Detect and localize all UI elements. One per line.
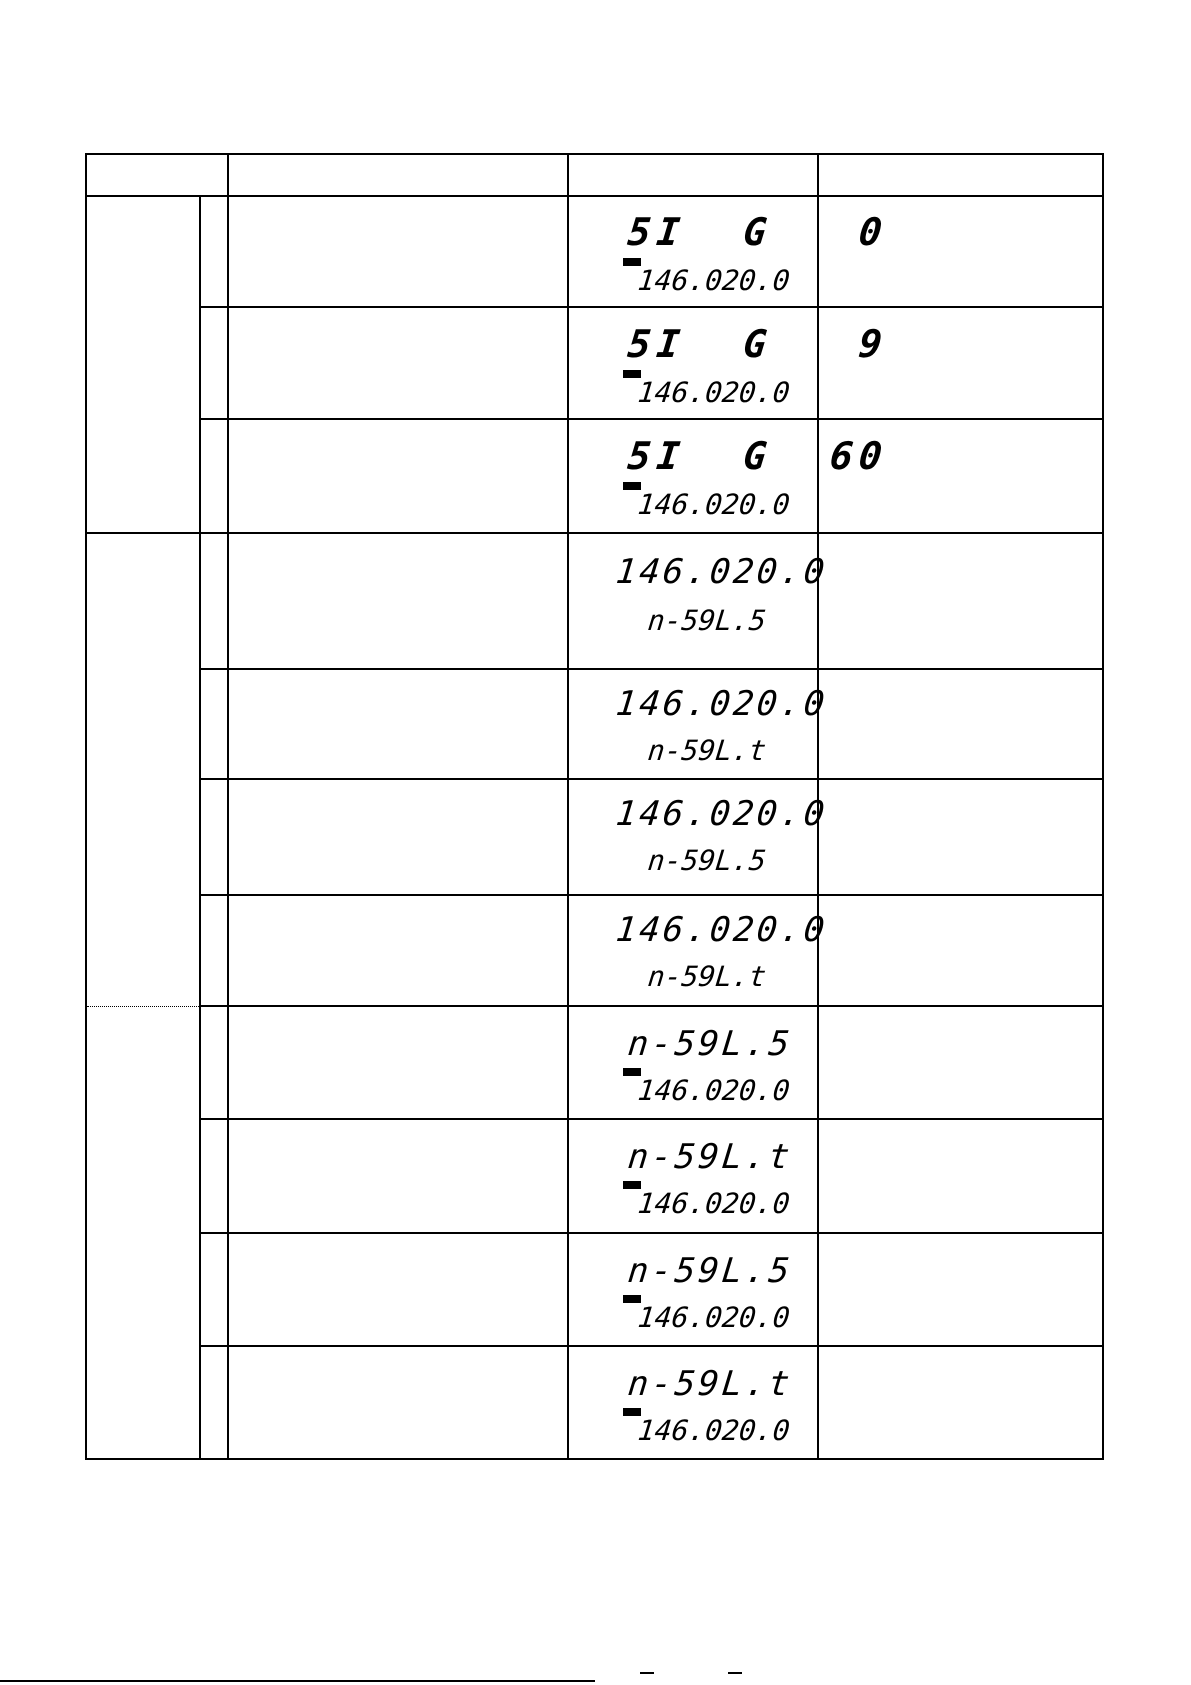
lcd-display (568, 546, 830, 656)
subgroup-dotted-divider (87, 1006, 199, 1007)
cursor-bar (623, 1295, 641, 1303)
lcd-sub-line: 146.020.0 (636, 1074, 792, 1107)
cursor-bar (623, 370, 641, 378)
lcd-display (568, 790, 830, 890)
row-rule (199, 894, 1104, 896)
lcd-sub-line: 146.020.0 (636, 488, 792, 521)
row-rule (199, 306, 1104, 308)
cursor-bar (623, 258, 641, 266)
lcd-sub-line: n-59L.t (646, 734, 768, 767)
lcd-display (568, 1245, 818, 1341)
row-rule (199, 778, 1104, 780)
section-rule (85, 532, 1104, 534)
row-rule (199, 418, 1104, 420)
lcd-display (568, 1131, 818, 1227)
lcd-main-line: n-59L.t (625, 1137, 795, 1177)
col-divider-2 (227, 153, 229, 1460)
lcd-main-line: 146.020.0 (613, 910, 830, 950)
lcd-sub-line: n-59L.5 (646, 844, 768, 877)
header-rule (85, 195, 1104, 197)
row-rule (199, 1232, 1104, 1234)
cursor-bar (623, 1181, 641, 1189)
lcd-main-line: 146.020.0 (613, 794, 830, 834)
lcd-main-line: n-59L.5 (625, 1251, 795, 1291)
lcd-display (568, 318, 891, 414)
lcd-main-line: 146.020.0 (613, 684, 830, 724)
lcd-sub-line: 146.020.0 (636, 376, 792, 409)
lcd-main-line: 5I G 9 (625, 322, 891, 366)
lcd-sub-line: 146.020.0 (636, 264, 792, 297)
lcd-display (568, 430, 891, 526)
footer-mark (640, 1672, 654, 1684)
lcd-sub-line: n-59L.5 (646, 604, 768, 637)
lcd-main-line: n-59L.t (625, 1364, 795, 1404)
lcd-display (568, 680, 830, 776)
lcd-main-line: n-59L.5 (625, 1024, 795, 1064)
lcd-display (568, 206, 891, 302)
cursor-bar (623, 1408, 641, 1416)
lcd-display (568, 1018, 818, 1114)
lcd-display (568, 906, 830, 1002)
row-rule (199, 668, 1104, 670)
cursor-bar (623, 1068, 641, 1076)
lcd-sub-line: 146.020.0 (636, 1301, 792, 1334)
footer-rule (0, 1680, 595, 1682)
lcd-sub-line: n-59L.t (646, 960, 768, 993)
lcd-sub-line: 146.020.0 (636, 1187, 792, 1220)
row-rule (199, 1118, 1104, 1120)
lcd-display (568, 1358, 818, 1454)
col-divider-1 (199, 196, 201, 1460)
lcd-sub-line: 146.020.0 (636, 1414, 792, 1447)
cursor-bar (623, 482, 641, 490)
lcd-main-line: 5I G 60 (625, 434, 891, 478)
footer-mark (728, 1672, 742, 1684)
lcd-main-line: 5I G 0 (625, 210, 891, 254)
row-rule (199, 1345, 1104, 1347)
row-rule (199, 1005, 1104, 1007)
lcd-main-line: 146.020.0 (613, 552, 830, 592)
